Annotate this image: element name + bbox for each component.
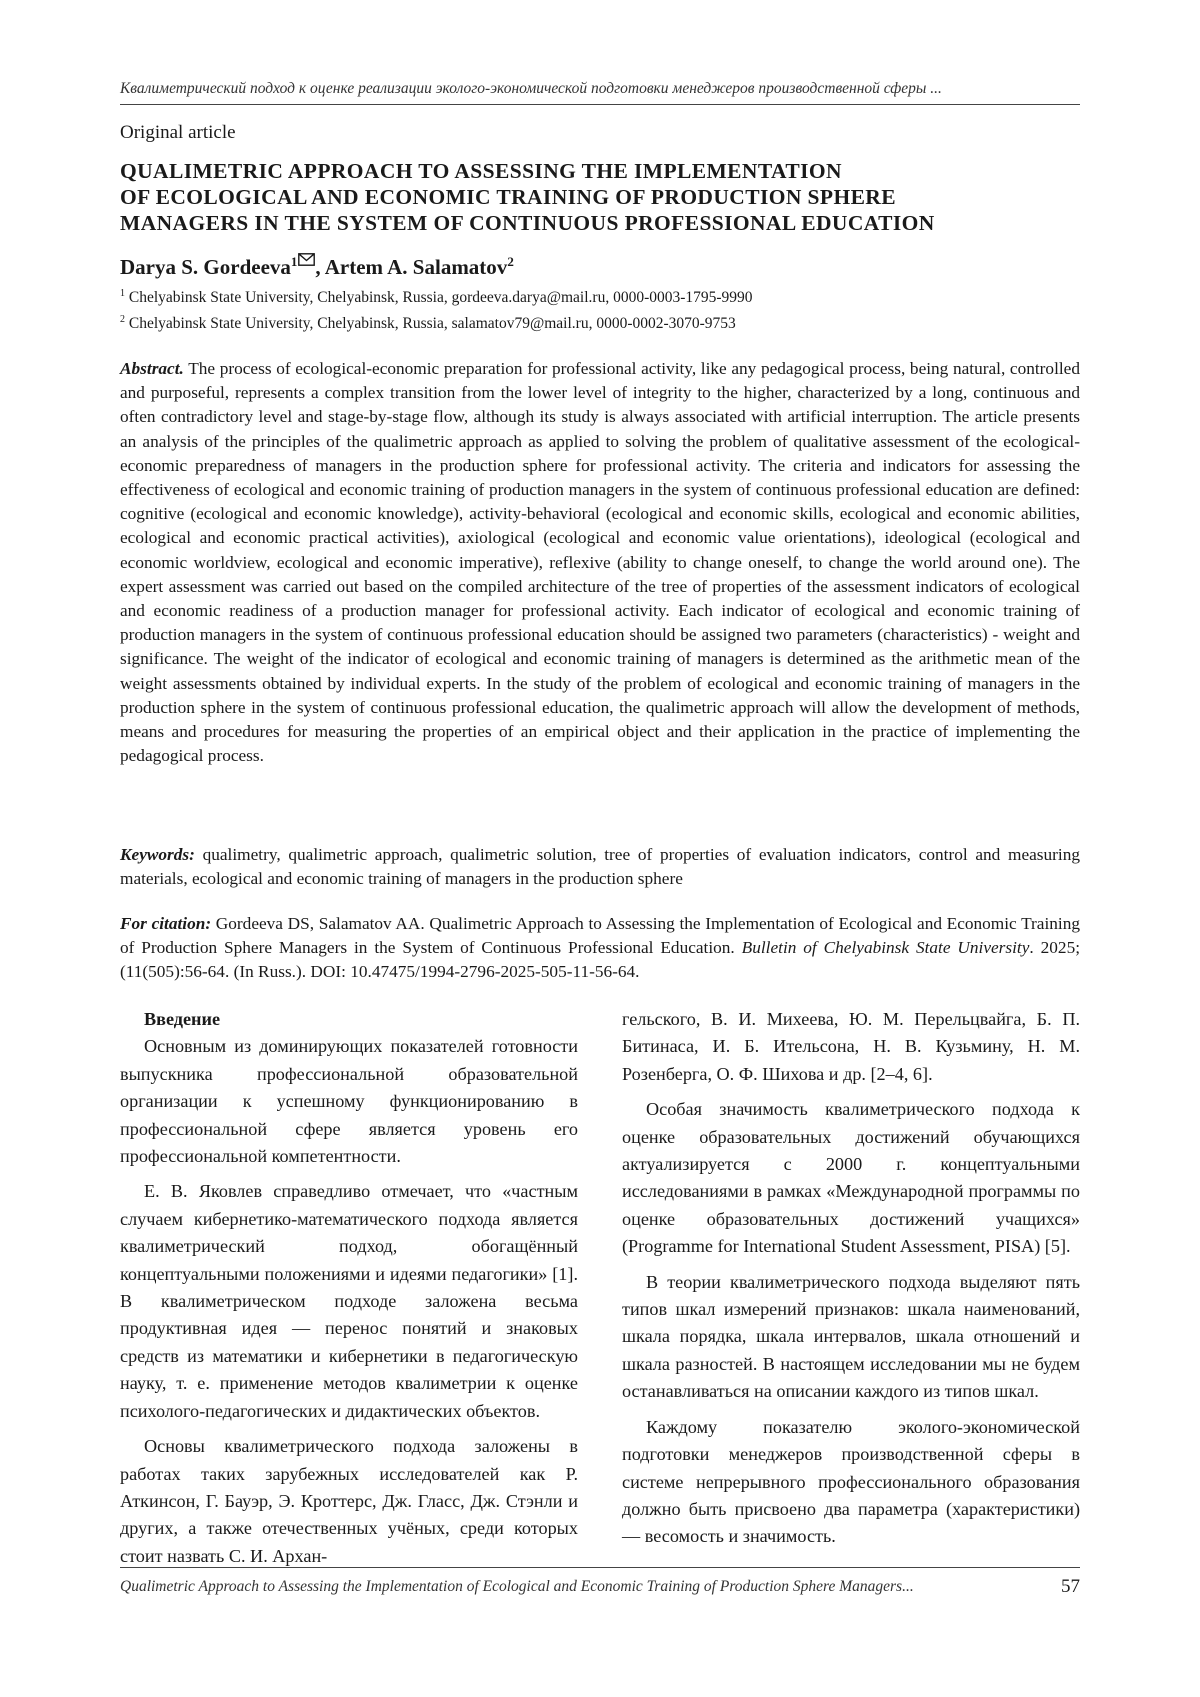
body-paragraph: Каждому показателю эколого-экономической подготовки менеджеров производственной сферы в системе непрерывного профессионального образования должно быть присвоено два параметра (характеристики) — весомость и значимость. [622,1416,1080,1547]
affiliation-2 [120,314,736,333]
abstract-text: The process of ecological-economic preparation for professional activity, like any pedagogical process, being natural, controlled and purposeful, represents a complex transition from the lower level of integrity to the higher, characterized by a long, continuous and often contradictory level and stage-by-stage flow, although its study is always associated with artificial interruption. The article presents an analysis of the principles of the qualimetric approach as applied to solving the problem of qualitative assessment of the ecological-economic preparedness of managers in the production sphere for professional activity. The criteria and indicators for assessing the effectiveness of ecological and economic training of production managers in the system of continuous professional education are defined: cognitive (ecological and economic knowledge), activity-behavioral (ecological and economic skills, ecological and economic abilities, ecological and economic practical activities), axiological (ecological and economic value orientations), ideological (ecological and economic worldview, ecological and economic imperative), reflexive (ability to change oneself, to change the world around one). The expert assessment was carried out based on the compiled architecture of the tree of properties of the assessment indicators of ecological and economic readiness of a production manager for professional activity. Each indicator of ecological and economic training of production managers in the system of continuous professional education should be assigned two parameters (characteristics) - weight and significance. The weight of the indicator of ecological and economic training of managers is determined as the arithmetic mean of the weight assessments obtained by individual experts. In the study of the problem of ecological and economic training of managers in the production sphere in the system of continuous professional education, the qualimetric approach will allow the development of methods, means and procedures for measuring the properties of an empirical object and their application in the practice of implementing the pedagogical process. [120,359,1080,766]
body-column-right [622,1006,1080,1559]
body-paragraph: Основы квалиметрического подхода заложены в работах таких зарубежных исследователей как Р. Аткинсон, Г. Бауэр, Э. Кроттерс, Дж. Гласс, Дж. Стэнли и других, а также отечественных учёных, среди которых стоит назвать С. И. Архан- [120,1436,578,1566]
citation-journal: Bulletin of Chelyabinsk State University [741,938,1030,957]
abstract [120,357,1080,768]
article-type: Original article [120,122,236,143]
affiliation-1 [120,288,753,307]
body-paragraph: В теории квалиметрического подхода выделяют пять типов шкал измерений признаков: шкала наименований, шкала порядка, шкала интервалов, шкала отношений и шкала разностей. В настоящем исследовании мы не будем останавливаться на описании каждого из типов шкал. [622,1271,1080,1402]
citation-details: . 2025;(11(505):56-64. (In Russ.). DOI: 10.47475/1994-2796-2025-505-11-56-64. [120,938,1081,981]
envelope-icon [298,247,315,272]
keywords-text: qualimetry, qualimetric approach, qualimetric solution, tree of properties of evaluation indicators, control and measuring materials, ecological and economic training of managers in the production sphere [120,845,1081,888]
authors-line [120,247,514,280]
citation [120,912,1080,984]
body-paragraph: Е. В. Яковлев справедливо отмечает, что «частным случаем кибернетико-математического подхода является квалиметрический подход, обогащённый концептуальными положениями и идеями педагогики» [1]. В квалиметрическом подходе заложена весьма продуктивная идея — перенос понятий и знаковых средств из математики и кибернетики в педагогическую науку, т. е. применение методов квалиметрии к оценке психолого-педагогических и дидактических объектов. [120,1181,578,1421]
body-paragraph: Основным из доминирующих показателей готовности выпускника профессиональной образовательной организации к успешному функционированию в профессиональной сфере является уровень его профессиональной компетентности. [120,1036,578,1167]
body-column-left [120,1006,578,1578]
title-line-2: OF ECOLOGICAL AND ECONOMIC TRAINING OF PRODUCTION SPHERE [120,185,896,209]
citation-text: Gordeeva DS, Salamatov AA. Qualimetric Approach to Assessing the Implementation of Ecological and Economic Training of Production Sphere Managers in the System of Continuous Professional Education. [120,914,1080,957]
page-number: 57 [1061,1576,1080,1597]
article-title [120,158,1080,236]
title-line-1: QUALIMETRIC APPROACH TO ASSESSING THE IMPLEMENTATION [120,159,842,183]
abstract-label: Abstract. [120,359,184,378]
section-heading-introduction: Введение [144,1009,221,1029]
author-2-affiliation-mark: 2 [507,254,514,269]
author-1-affiliation-mark: 1 [290,254,298,269]
author-2-name: Artem A. Salamatov [324,255,508,279]
title-line-3: MANAGERS IN THE SYSTEM OF CONTINUOUS PROFESSIONAL EDUCATION [120,211,935,235]
affiliation-1-text: Chelyabinsk State University, Chelyabinsk, Russia, gordeeva.darya@mail.ru, 0000-0003-1795-9990 [128,289,753,307]
affiliation-2-text: Chelyabinsk State University, Chelyabinsk, Russia, salamatov79@mail.ru, 0000-0002-3070-9753 [128,315,736,333]
keywords [120,843,1080,891]
author-1-name: Darya S. Gordeeva [120,255,291,279]
running-header: Квалиметрический подход к оценке реализации эколого-экономической подготовки менеджеров производственной сферы ... [120,80,1080,105]
citation-label: For citation: [120,914,212,933]
affiliation-2-mark: 2 [120,314,125,325]
running-footer-text: Qualimetric Approach to Assessing the Implementation of Ecological and Economic Training of Production Sphere Managers... [120,1578,914,1595]
body-paragraph-continuation: гельского, В. И. Михеева, Ю. М. Перельцвайга, Б. П. Битинаса, И. Б. Ительсона, Н. В. Кузьмину, Н. М. Розенберга, О. Ф. Шихова и др. [2–4, 6]. [622,1009,1080,1084]
affiliation-1-mark: 1 [120,288,125,299]
running-footer [120,1567,1080,1596]
keywords-label: Keywords: [120,845,195,864]
journal-page [120,0,1080,1697]
body-paragraph: Особая значимость квалиметрического подхода к оценке образовательных достижений обучающихся актуализируется с 2000 г. концептуальными исследованиями в рамках «Международной программы по оценке образовательных достижений учащихся» (Programme for International Student Assessment, PISA) [5]. [622,1099,1080,1257]
authors-separator: , [315,255,325,279]
